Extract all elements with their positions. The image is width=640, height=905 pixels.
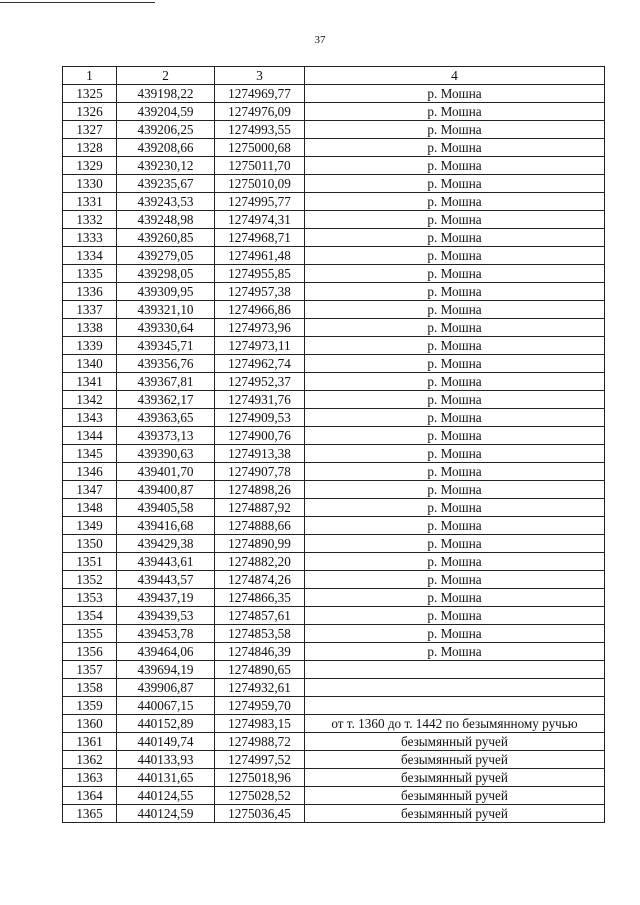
table-row — [63, 625, 605, 643]
y-coordinate-cell: 1274959,70 — [215, 697, 305, 715]
table-row — [63, 715, 605, 733]
y-coordinate-cell: 1274952,37 — [215, 373, 305, 391]
y-coordinate-cell: 1274857,61 — [215, 607, 305, 625]
y-coordinate-cell: 1274866,35 — [215, 589, 305, 607]
table-row — [63, 697, 605, 715]
point-number-cell: 1328 — [63, 139, 117, 157]
x-coordinate-cell: 439367,81 — [117, 373, 215, 391]
x-coordinate-cell: 439694,19 — [117, 661, 215, 679]
table-row — [63, 499, 605, 517]
table-row — [63, 409, 605, 427]
x-coordinate-cell: 439400,87 — [117, 481, 215, 499]
point-number-cell: 1325 — [63, 85, 117, 103]
y-coordinate-cell: 1275011,70 — [215, 157, 305, 175]
x-coordinate-cell: 439321,10 — [117, 301, 215, 319]
point-number-cell: 1352 — [63, 571, 117, 589]
point-number-cell: 1333 — [63, 229, 117, 247]
y-coordinate-cell: 1274995,77 — [215, 193, 305, 211]
x-coordinate-cell: 439443,57 — [117, 571, 215, 589]
description-cell: р. Мошна — [305, 427, 605, 445]
point-number-cell: 1334 — [63, 247, 117, 265]
x-coordinate-cell: 439429,38 — [117, 535, 215, 553]
point-number-cell: 1349 — [63, 517, 117, 535]
y-coordinate-cell: 1274874,26 — [215, 571, 305, 589]
y-coordinate-cell: 1274853,58 — [215, 625, 305, 643]
point-number-cell: 1329 — [63, 157, 117, 175]
description-cell: безымянный ручей — [305, 733, 605, 751]
table-row — [63, 751, 605, 769]
point-number-cell: 1331 — [63, 193, 117, 211]
x-coordinate-cell: 439405,58 — [117, 499, 215, 517]
table-row — [63, 301, 605, 319]
description-cell: безымянный ручей — [305, 805, 605, 823]
x-coordinate-cell: 439208,66 — [117, 139, 215, 157]
header-col-1: 1 — [63, 67, 117, 85]
x-coordinate-cell: 439330,64 — [117, 319, 215, 337]
description-cell: р. Мошна — [305, 85, 605, 103]
table-row — [63, 103, 605, 121]
description-cell: безымянный ручей — [305, 751, 605, 769]
table-row — [63, 769, 605, 787]
y-coordinate-cell: 1275028,52 — [215, 787, 305, 805]
y-coordinate-cell: 1274931,76 — [215, 391, 305, 409]
y-coordinate-cell: 1274962,74 — [215, 355, 305, 373]
x-coordinate-cell: 439362,17 — [117, 391, 215, 409]
table-row — [63, 553, 605, 571]
point-number-cell: 1360 — [63, 715, 117, 733]
table-row — [63, 733, 605, 751]
table-row — [63, 265, 605, 283]
table-row — [63, 121, 605, 139]
table-row — [63, 319, 605, 337]
point-number-cell: 1335 — [63, 265, 117, 283]
description-cell: р. Мошна — [305, 571, 605, 589]
x-coordinate-cell: 439260,85 — [117, 229, 215, 247]
description-cell: р. Мошна — [305, 409, 605, 427]
y-coordinate-cell: 1274969,77 — [215, 85, 305, 103]
y-coordinate-cell: 1274890,99 — [215, 535, 305, 553]
y-coordinate-cell: 1274974,31 — [215, 211, 305, 229]
description-cell: р. Мошна — [305, 517, 605, 535]
x-coordinate-cell: 439416,68 — [117, 517, 215, 535]
table-row — [63, 157, 605, 175]
x-coordinate-cell: 439206,25 — [117, 121, 215, 139]
point-number-cell: 1330 — [63, 175, 117, 193]
y-coordinate-cell: 1274846,39 — [215, 643, 305, 661]
table-row — [63, 283, 605, 301]
description-cell: р. Мошна — [305, 337, 605, 355]
description-cell: р. Мошна — [305, 265, 605, 283]
x-coordinate-cell: 439235,67 — [117, 175, 215, 193]
point-number-cell: 1357 — [63, 661, 117, 679]
x-coordinate-cell: 439437,19 — [117, 589, 215, 607]
point-number-cell: 1355 — [63, 625, 117, 643]
y-coordinate-cell: 1274997,52 — [215, 751, 305, 769]
description-cell: р. Мошна — [305, 643, 605, 661]
description-cell: р. Мошна — [305, 607, 605, 625]
table-row — [63, 661, 605, 679]
description-cell: р. Мошна — [305, 355, 605, 373]
table-row — [63, 193, 605, 211]
y-coordinate-cell: 1274932,61 — [215, 679, 305, 697]
header-col-4: 4 — [305, 67, 605, 85]
table-row — [63, 139, 605, 157]
point-number-cell: 1364 — [63, 787, 117, 805]
point-number-cell: 1327 — [63, 121, 117, 139]
point-number-cell: 1339 — [63, 337, 117, 355]
y-coordinate-cell: 1274913,38 — [215, 445, 305, 463]
x-coordinate-cell: 439230,12 — [117, 157, 215, 175]
table-row — [63, 643, 605, 661]
x-coordinate-cell: 440067,15 — [117, 697, 215, 715]
table-row — [63, 355, 605, 373]
description-cell: безымянный ручей — [305, 769, 605, 787]
x-coordinate-cell: 439373,13 — [117, 427, 215, 445]
point-number-cell: 1351 — [63, 553, 117, 571]
description-cell: р. Мошна — [305, 283, 605, 301]
x-coordinate-cell: 439298,05 — [117, 265, 215, 283]
description-cell: р. Мошна — [305, 301, 605, 319]
point-number-cell: 1356 — [63, 643, 117, 661]
y-coordinate-cell: 1274888,66 — [215, 517, 305, 535]
x-coordinate-cell: 440124,55 — [117, 787, 215, 805]
point-number-cell: 1353 — [63, 589, 117, 607]
description-cell: от т. 1360 до т. 1442 по безымянному ручью — [305, 715, 605, 733]
point-number-cell: 1340 — [63, 355, 117, 373]
description-cell: р. Мошна — [305, 625, 605, 643]
y-coordinate-cell: 1274882,20 — [215, 553, 305, 571]
x-coordinate-cell: 440149,74 — [117, 733, 215, 751]
description-cell: р. Мошна — [305, 229, 605, 247]
description-cell: р. Мошна — [305, 463, 605, 481]
point-number-cell: 1345 — [63, 445, 117, 463]
description-cell: р. Мошна — [305, 193, 605, 211]
point-number-cell: 1348 — [63, 499, 117, 517]
description-cell — [305, 679, 605, 697]
header-col-3: 3 — [215, 67, 305, 85]
point-number-cell: 1341 — [63, 373, 117, 391]
y-coordinate-cell: 1274887,92 — [215, 499, 305, 517]
y-coordinate-cell: 1275018,96 — [215, 769, 305, 787]
point-number-cell: 1347 — [63, 481, 117, 499]
table-row — [63, 427, 605, 445]
y-coordinate-cell: 1275010,09 — [215, 175, 305, 193]
description-cell: р. Мошна — [305, 247, 605, 265]
point-number-cell: 1354 — [63, 607, 117, 625]
point-number-cell: 1336 — [63, 283, 117, 301]
description-cell: р. Мошна — [305, 553, 605, 571]
x-coordinate-cell: 440133,93 — [117, 751, 215, 769]
y-coordinate-cell: 1274988,72 — [215, 733, 305, 751]
y-coordinate-cell: 1274993,55 — [215, 121, 305, 139]
table-row — [63, 787, 605, 805]
point-number-cell: 1332 — [63, 211, 117, 229]
table-body — [63, 85, 605, 823]
table-row — [63, 463, 605, 481]
y-coordinate-cell: 1274898,26 — [215, 481, 305, 499]
point-number-cell: 1338 — [63, 319, 117, 337]
coordinates-table — [62, 66, 605, 823]
table-row — [63, 337, 605, 355]
description-cell: р. Мошна — [305, 319, 605, 337]
point-number-cell: 1363 — [63, 769, 117, 787]
description-cell: р. Мошна — [305, 589, 605, 607]
description-cell: р. Мошна — [305, 103, 605, 121]
x-coordinate-cell: 439439,53 — [117, 607, 215, 625]
description-cell: р. Мошна — [305, 175, 605, 193]
point-number-cell: 1365 — [63, 805, 117, 823]
x-coordinate-cell: 439204,59 — [117, 103, 215, 121]
point-number-cell: 1359 — [63, 697, 117, 715]
description-cell — [305, 697, 605, 715]
x-coordinate-cell: 439401,70 — [117, 463, 215, 481]
y-coordinate-cell: 1274907,78 — [215, 463, 305, 481]
y-coordinate-cell: 1274968,71 — [215, 229, 305, 247]
x-coordinate-cell: 439243,53 — [117, 193, 215, 211]
y-coordinate-cell: 1274909,53 — [215, 409, 305, 427]
x-coordinate-cell: 439443,61 — [117, 553, 215, 571]
x-coordinate-cell: 440152,89 — [117, 715, 215, 733]
description-cell: безымянный ручей — [305, 787, 605, 805]
table-row — [63, 805, 605, 823]
description-cell: р. Мошна — [305, 139, 605, 157]
table-row — [63, 607, 605, 625]
x-coordinate-cell: 440124,59 — [117, 805, 215, 823]
point-number-cell: 1350 — [63, 535, 117, 553]
x-coordinate-cell: 440131,65 — [117, 769, 215, 787]
table-row — [63, 391, 605, 409]
table-row — [63, 445, 605, 463]
point-number-cell: 1361 — [63, 733, 117, 751]
y-coordinate-cell: 1275000,68 — [215, 139, 305, 157]
y-coordinate-cell: 1274983,15 — [215, 715, 305, 733]
point-number-cell: 1337 — [63, 301, 117, 319]
x-coordinate-cell: 439464,06 — [117, 643, 215, 661]
description-cell — [305, 661, 605, 679]
table-row — [63, 535, 605, 553]
x-coordinate-cell: 439279,05 — [117, 247, 215, 265]
y-coordinate-cell: 1274973,96 — [215, 319, 305, 337]
table-row — [63, 679, 605, 697]
table-row — [63, 211, 605, 229]
y-coordinate-cell: 1275036,45 — [215, 805, 305, 823]
x-coordinate-cell: 439248,98 — [117, 211, 215, 229]
table-row — [63, 175, 605, 193]
point-number-cell: 1343 — [63, 409, 117, 427]
y-coordinate-cell: 1274957,38 — [215, 283, 305, 301]
y-coordinate-cell: 1274890,65 — [215, 661, 305, 679]
description-cell: р. Мошна — [305, 445, 605, 463]
y-coordinate-cell: 1274955,85 — [215, 265, 305, 283]
point-number-cell: 1358 — [63, 679, 117, 697]
description-cell: р. Мошна — [305, 157, 605, 175]
description-cell: р. Мошна — [305, 373, 605, 391]
x-coordinate-cell: 439309,95 — [117, 283, 215, 301]
x-coordinate-cell: 439906,87 — [117, 679, 215, 697]
description-cell: р. Мошна — [305, 535, 605, 553]
point-number-cell: 1326 — [63, 103, 117, 121]
description-cell: р. Мошна — [305, 499, 605, 517]
y-coordinate-cell: 1274961,48 — [215, 247, 305, 265]
description-cell: р. Мошна — [305, 121, 605, 139]
table-row — [63, 517, 605, 535]
y-coordinate-cell: 1274966,86 — [215, 301, 305, 319]
description-cell: р. Мошна — [305, 391, 605, 409]
x-coordinate-cell: 439198,22 — [117, 85, 215, 103]
description-cell: р. Мошна — [305, 481, 605, 499]
table-header-row — [63, 67, 605, 85]
point-number-cell: 1362 — [63, 751, 117, 769]
table-row — [63, 247, 605, 265]
x-coordinate-cell: 439390,63 — [117, 445, 215, 463]
y-coordinate-cell: 1274900,76 — [215, 427, 305, 445]
x-coordinate-cell: 439453,78 — [117, 625, 215, 643]
table-row — [63, 85, 605, 103]
x-coordinate-cell: 439345,71 — [117, 337, 215, 355]
table-row — [63, 481, 605, 499]
description-cell: р. Мошна — [305, 211, 605, 229]
table-row — [63, 229, 605, 247]
y-coordinate-cell: 1274976,09 — [215, 103, 305, 121]
x-coordinate-cell: 439356,76 — [117, 355, 215, 373]
x-coordinate-cell: 439363,65 — [117, 409, 215, 427]
y-coordinate-cell: 1274973,11 — [215, 337, 305, 355]
point-number-cell: 1342 — [63, 391, 117, 409]
corner-scan-line — [0, 2, 155, 3]
point-number-cell: 1346 — [63, 463, 117, 481]
header-col-2: 2 — [117, 67, 215, 85]
table-row — [63, 589, 605, 607]
table-row — [63, 571, 605, 589]
table-row — [63, 373, 605, 391]
point-number-cell: 1344 — [63, 427, 117, 445]
page-number: 37 — [314, 34, 326, 46]
